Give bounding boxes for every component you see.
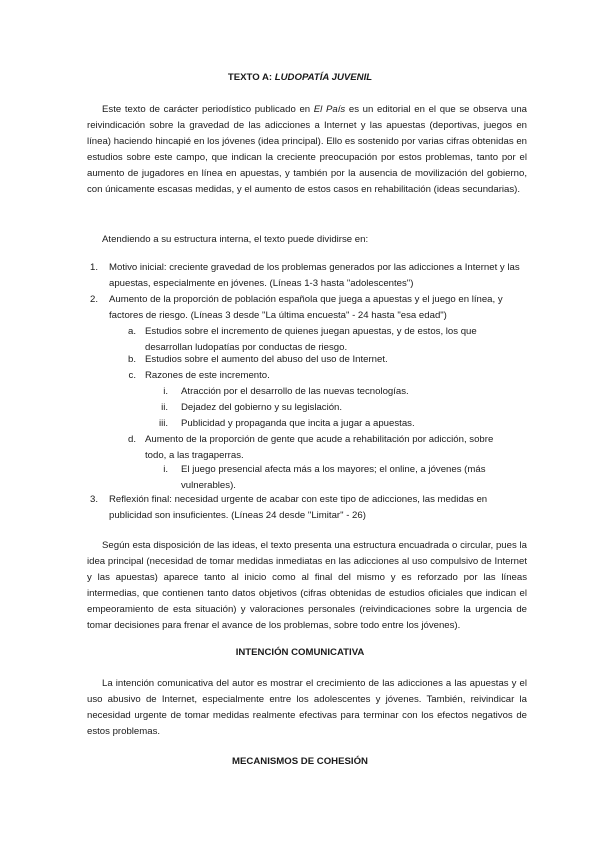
intro-text-rest: es un editorial en el que se observa una reivindicación sobre la gravedad de las adicciones a Internet y las apuestas (deportivas, juegos en línea) haciendo hincapié en los jóvenes (idea principal). Ello es sostenido por varias cifras obtenidas en estudios sobre este campo, que indican la creciente preocupación por estos problemas, tanto por el aumento de jugadores en línea en apuestas, y también por la ausencia de movilización del gobierno, con únicamente escasas medidas, y el aumento de estos casos en rehabilitación (ideas secundarias). (87, 104, 527, 195)
list-item: Publicidad y propaganda que incita a jugar a apuestas. (181, 418, 415, 429)
structure-intro: Atendiendo a su estructura interna, el texto puede dividirse en: (102, 234, 369, 245)
intro-paragraph (87, 102, 527, 198)
list-marker: iii. (158, 418, 168, 429)
list-item: El juego presencial afecta más a los mayores; el online, a jóvenes (más vulnerables). (181, 464, 486, 491)
list-item: Estudios sobre el aumento del abuso del uso de Internet. (145, 354, 388, 365)
list-marker: 2. (89, 294, 98, 305)
list-marker: a. (127, 326, 136, 337)
list-item: Aumento de la proporción de gente que acude a rehabilitación por adicción, sobre todo, a las tragaperras. (145, 434, 494, 461)
list-item: Aumento de la proporción de población española que juega a apuestas y el juego en línea, y factores de riesgo. (Líneas 3 desde "La última encuesta" - 24 hasta "esa edad") (109, 294, 503, 321)
list-marker: c. (128, 370, 136, 381)
list-marker: i. (163, 386, 168, 397)
document-title (0, 72, 600, 83)
list-item: Estudios sobre el incremento de quienes juegan apuestas, y de estos, los que desarrollan ludopatías por conductas de riesgo. (145, 326, 477, 353)
list-marker: b. (127, 354, 136, 365)
list-item: Razones de este incremento. (145, 370, 270, 381)
intention-heading: INTENCIÓN COMUNICATIVA (235, 647, 365, 658)
list-item: Dejadez del gobierno y su legislación. (181, 402, 343, 413)
list-item: Atracción por el desarrollo de las nuevas tecnologías. (181, 386, 409, 397)
list-marker: i. (163, 464, 168, 475)
newspaper-name: El País (313, 104, 346, 115)
list-marker: ii. (161, 402, 168, 413)
list-marker: d. (127, 434, 136, 445)
cohesion-heading: MECANISMOS DE COHESIÓN (232, 756, 368, 767)
intro-text-start: Este texto de carácter periodístico publicado en (102, 104, 314, 115)
list-marker: 1. (89, 262, 98, 273)
list-item: Motivo inicial: creciente gravedad de los problemas generados por las adicciones a Internet y las apuestas, especialmente en jóvenes. (Líneas 1-3 hasta "adolescentes") (109, 262, 520, 289)
list-item: Reflexión final: necesidad urgente de acabar con este tipo de adicciones, las medidas en publicidad son insuficientes. (Líneas 24 desde "Limitar" - 26) (109, 494, 488, 521)
list-marker: 3. (89, 494, 98, 505)
title-prefix: TEXTO A: (227, 72, 275, 83)
title-italic: LUDOPATÍA JUVENIL (274, 72, 373, 83)
structure-summary: Según esta disposición de las ideas, el texto presenta una estructura encuadrada o circular, pues la idea principal (necesidad de tomar medidas inmediatas en las adicciones al uso compulsivo de Internet y las apuestas) aparece tanto al inicio como al final del mismo y es reforzado por las líneas intermedias, que contienen tanto datos objetivos (cifras obtenidas de estudios oficiales que indican el empeoramiento de esta situación) y valoraciones personales (reivindicaciones sobre la urgencia de tomar decisiones para frenar el avance de los problemas, sobre todo entre los jóvenes). (87, 540, 527, 631)
intention-paragraph: La intención comunicativa del autor es mostrar el crecimiento de las adicciones a las apuestas y el uso abusivo de Internet, especialmente entre los adolescentes y jóvenes. También, reivindicar la necesidad urgente de tomar medidas realmente efectivas para terminar con los efectos negativos de estos problemas. (87, 678, 527, 737)
